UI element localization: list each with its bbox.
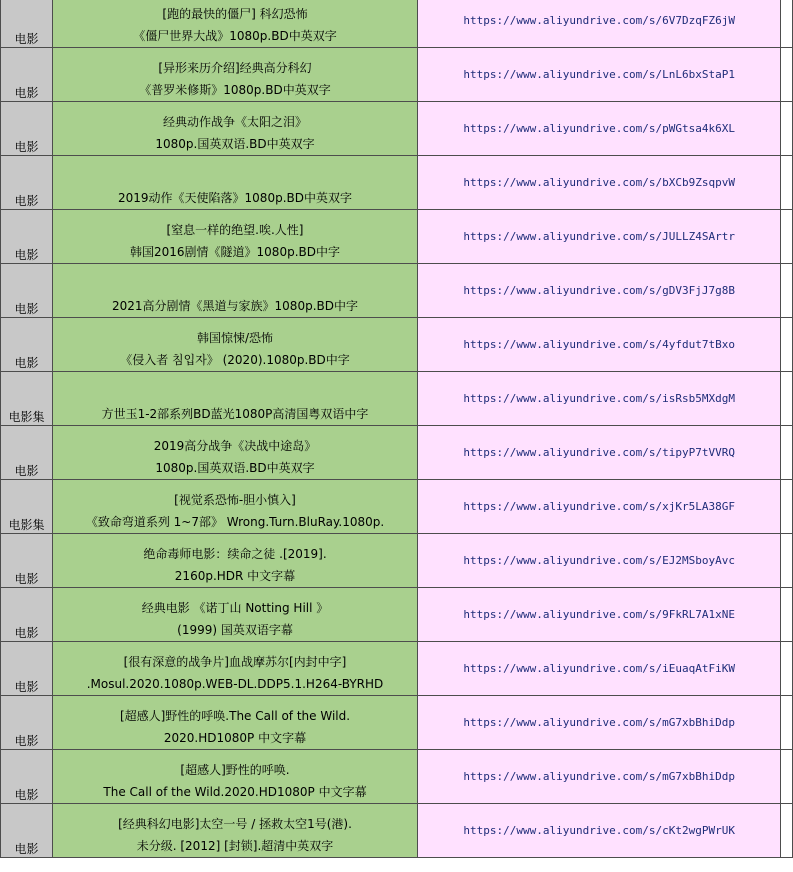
- table-row: [1, 318, 793, 372]
- title-line-1: [视觉系恐怖-胆小慎入]: [174, 493, 296, 507]
- title-line-1: 2019高分战争《决战中途岛》: [153, 439, 317, 453]
- title-line-1: [异形来历介绍]经典高分科幻: [158, 61, 312, 75]
- link-cell[interactable]: https://www.aliyundrive.com/s/tipyP7tVVRQ: [417, 426, 781, 480]
- title-line-1: 韩国惊悚/恐怖: [196, 331, 274, 345]
- title-cell[interactable]: [53, 480, 418, 534]
- next-column-cell[interactable]: [781, 264, 793, 318]
- category-cell[interactable]: 电影: [1, 696, 53, 750]
- title-cell[interactable]: [53, 696, 418, 750]
- link-cell[interactable]: https://www.aliyundrive.com/s/mG7xbBhiDdp: [417, 750, 781, 804]
- title-line-2: 2160p.HDR 中文字幕: [174, 569, 296, 583]
- table-row: [1, 804, 793, 858]
- next-column-cell[interactable]: [781, 156, 793, 210]
- title-cell[interactable]: [53, 534, 418, 588]
- next-column-cell[interactable]: [781, 642, 793, 696]
- title-cell[interactable]: [53, 102, 418, 156]
- link-cell[interactable]: https://www.aliyundrive.com/s/4yfdut7tBxo: [417, 318, 781, 372]
- category-cell[interactable]: 电影: [1, 102, 53, 156]
- title-line-1: [53, 381, 417, 403]
- next-column-cell[interactable]: [781, 318, 793, 372]
- table-row: [1, 750, 793, 804]
- table-row: [1, 534, 793, 588]
- next-column-cell[interactable]: [781, 696, 793, 750]
- title-cell[interactable]: [53, 264, 418, 318]
- next-column-cell[interactable]: [781, 372, 793, 426]
- title-line-1: 经典动作战争《太阳之泪》: [162, 115, 307, 129]
- link-cell[interactable]: https://www.aliyundrive.com/s/pWGtsa4k6XL: [417, 102, 781, 156]
- table-row: [1, 0, 793, 48]
- category-cell[interactable]: 电影: [1, 750, 53, 804]
- link-cell[interactable]: https://www.aliyundrive.com/s/iEuaqAtFiKW: [417, 642, 781, 696]
- category-cell[interactable]: 电影集: [1, 372, 53, 426]
- table-row: [1, 264, 793, 318]
- title-cell[interactable]: [53, 156, 418, 210]
- title-cell[interactable]: [53, 750, 418, 804]
- link-cell[interactable]: https://www.aliyundrive.com/s/bXCb9ZsqpvW: [417, 156, 781, 210]
- category-cell[interactable]: 电影: [1, 264, 53, 318]
- title-line-2: 1080p.国英双语.BD中英双字: [155, 137, 315, 151]
- title-line-1: [经典科幻电影]太空一号 / 拯救太空1号(港).: [118, 817, 352, 831]
- category-cell[interactable]: 电影: [1, 48, 53, 102]
- title-line-1: [很有深意的战争片]血战摩苏尔[内封中字]: [123, 655, 347, 669]
- title-line-1: [超感人]野性的呼唤.The Call of the Wild.: [119, 709, 351, 723]
- title-line-2: 未分级. [2012] [封锁].超清中英双字: [136, 839, 334, 853]
- next-column-cell[interactable]: [781, 480, 793, 534]
- title-line-2: .Mosul.2020.1080p.WEB-DL.DDP5.1.H264-BYRHD: [86, 677, 384, 691]
- next-column-cell[interactable]: [781, 0, 793, 48]
- title-line-1: [超感人]野性的呼唤.: [180, 763, 290, 777]
- link-cell[interactable]: https://www.aliyundrive.com/s/6V7DzqFZ6jW: [417, 0, 781, 48]
- link-cell[interactable]: https://www.aliyundrive.com/s/9FkRL7A1xNE: [417, 588, 781, 642]
- title-cell[interactable]: [53, 804, 418, 858]
- title-line-2: 1080p.国英双语.BD中英双字: [155, 461, 315, 475]
- title-cell[interactable]: [53, 642, 418, 696]
- category-cell[interactable]: 电影: [1, 318, 53, 372]
- table-row: [1, 588, 793, 642]
- next-column-cell[interactable]: [781, 750, 793, 804]
- title-line-2: 《普罗米修斯》1080p.BD中英双字: [139, 83, 331, 97]
- category-cell[interactable]: 电影: [1, 156, 53, 210]
- link-cell[interactable]: https://www.aliyundrive.com/s/xjKr5LA38GF: [417, 480, 781, 534]
- table-row: [1, 426, 793, 480]
- table-row: [1, 48, 793, 102]
- table-row: [1, 372, 793, 426]
- title-line-2: 方世玉1-2部系列BD蓝光1080P高清国粤双语中字: [101, 407, 369, 421]
- title-line-2: The Call of the Wild.2020.HD1080P 中文字幕: [103, 785, 367, 799]
- title-line-1: 绝命毒师电影：续命之徒 .[2019].: [143, 547, 327, 561]
- link-cell[interactable]: https://www.aliyundrive.com/s/isRsb5MXdgM: [417, 372, 781, 426]
- title-line-2: 2019动作《天使陷落》1080p.BD中英双字: [118, 191, 352, 205]
- title-line-1: [53, 165, 417, 187]
- category-cell[interactable]: 电影: [1, 426, 53, 480]
- title-line-1: [跑的最快的僵尸] 科幻恐怖: [162, 7, 308, 21]
- title-line-2: 2020.HD1080P 中文字幕: [163, 731, 307, 745]
- next-column-cell[interactable]: [781, 804, 793, 858]
- title-line-2: 《致命弯道系列 1~7部》 Wrong.Turn.BluRay.1080p.: [85, 515, 385, 529]
- title-line-1: [53, 273, 417, 295]
- category-cell[interactable]: 电影: [1, 588, 53, 642]
- title-cell[interactable]: [53, 48, 418, 102]
- category-cell[interactable]: 电影: [1, 642, 53, 696]
- category-cell[interactable]: 电影集: [1, 480, 53, 534]
- link-cell[interactable]: https://www.aliyundrive.com/s/EJ2MSboyAvc: [417, 534, 781, 588]
- title-line-2: (1999) 国英双语字幕: [177, 623, 293, 637]
- title-cell[interactable]: [53, 318, 418, 372]
- next-column-cell[interactable]: [781, 534, 793, 588]
- title-cell[interactable]: [53, 0, 418, 48]
- category-cell[interactable]: 电影: [1, 210, 53, 264]
- link-cell[interactable]: https://www.aliyundrive.com/s/JULLZ4SArtr: [417, 210, 781, 264]
- title-line-2: 《侵入者 침입자》 (2020).1080p.BD中字: [120, 353, 350, 367]
- link-cell[interactable]: https://www.aliyundrive.com/s/cKt2wgPWrUK: [417, 804, 781, 858]
- next-column-cell[interactable]: [781, 210, 793, 264]
- title-cell[interactable]: [53, 210, 418, 264]
- table-row: [1, 480, 793, 534]
- title-line-1: [窒息一样的绝望.唉.人性]: [166, 223, 304, 237]
- table-row: [1, 102, 793, 156]
- link-cell[interactable]: https://www.aliyundrive.com/s/gDV3FjJ7g8B: [417, 264, 781, 318]
- table-row: [1, 156, 793, 210]
- spreadsheet-body: [1, 0, 793, 858]
- category-cell[interactable]: 电影: [1, 534, 53, 588]
- title-line-2: 韩国2016剧情《隧道》1080p.BD中字: [130, 245, 340, 259]
- title-line-2: 《僵尸世界大战》1080p.BD中英双字: [133, 29, 337, 43]
- next-column-cell[interactable]: [781, 426, 793, 480]
- title-cell[interactable]: [53, 372, 418, 426]
- title-cell[interactable]: [53, 426, 418, 480]
- next-column-cell[interactable]: [781, 48, 793, 102]
- next-column-cell[interactable]: [781, 102, 793, 156]
- next-column-cell[interactable]: [781, 588, 793, 642]
- table-row: [1, 642, 793, 696]
- table-row: [1, 210, 793, 264]
- category-cell[interactable]: 电影: [1, 804, 53, 858]
- category-cell[interactable]: 电影: [1, 0, 53, 48]
- title-line-2: 2021高分剧情《黑道与家族》1080p.BD中字: [112, 299, 358, 313]
- link-cell[interactable]: https://www.aliyundrive.com/s/LnL6bxStaP1: [417, 48, 781, 102]
- title-line-1: 经典电影 《诺丁山 Notting Hill 》: [141, 601, 329, 615]
- link-cell[interactable]: https://www.aliyundrive.com/s/mG7xbBhiDdp: [417, 696, 781, 750]
- table-row: [1, 696, 793, 750]
- title-cell[interactable]: [53, 588, 418, 642]
